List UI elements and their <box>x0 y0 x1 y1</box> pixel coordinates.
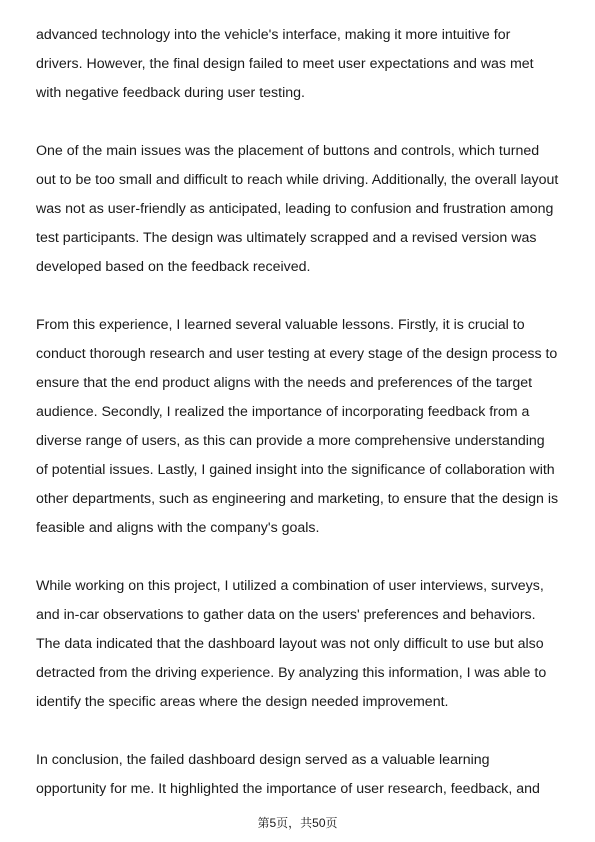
paragraph-4: While working on this project, I utilized a combination of user interviews, surveys, and in-car observations to gather data on the users' preferences and behaviors. The data indicated that the dashboard layout was not only difficult to use but also detracted from the driving experience. By analyzing this information, I was able to identify the specific areas where the design needed improvement. <box>36 578 547 710</box>
paragraph-2: One of the main issues was the placement of buttons and controls, which turned out to be too small and difficult to reach while driving. Additionally, the overall layout was not as user-friendly as anticipated, leading to confusion and frustration among test participants. The design was ultimately scrapped and a revised version was developed based on the feedback received. <box>36 143 559 275</box>
paragraph-3: From this experience, I learned several valuable lessons. Firstly, it is crucial to conduct thorough research and user testing at every stage of the design process to ensure that the end product aligns with the needs and preferences of the target audience. Secondly, I realized the importance of incorporating feedback from a diverse range of users, as this can provide a more comprehensive understanding of potential issues. Lastly, I gained insight into the significance of collaboration with other departments, such as engineering and marketing, to ensure that the design is feasible and aligns with the company's goals. <box>36 317 559 536</box>
page-number-footer: 第5页，共50页 <box>257 816 338 830</box>
paragraph-5: In conclusion, the failed dashboard design served as a valuable learning opportunity for me. It highlighted the importance of user research, feedback, and <box>36 752 540 797</box>
paragraph-1: advanced technology into the vehicle's interface, making it more intuitive for drivers. However, the final design failed to meet user expectations and was met with negative feedback during user testing. <box>36 27 534 101</box>
document-body <box>36 21 560 833</box>
